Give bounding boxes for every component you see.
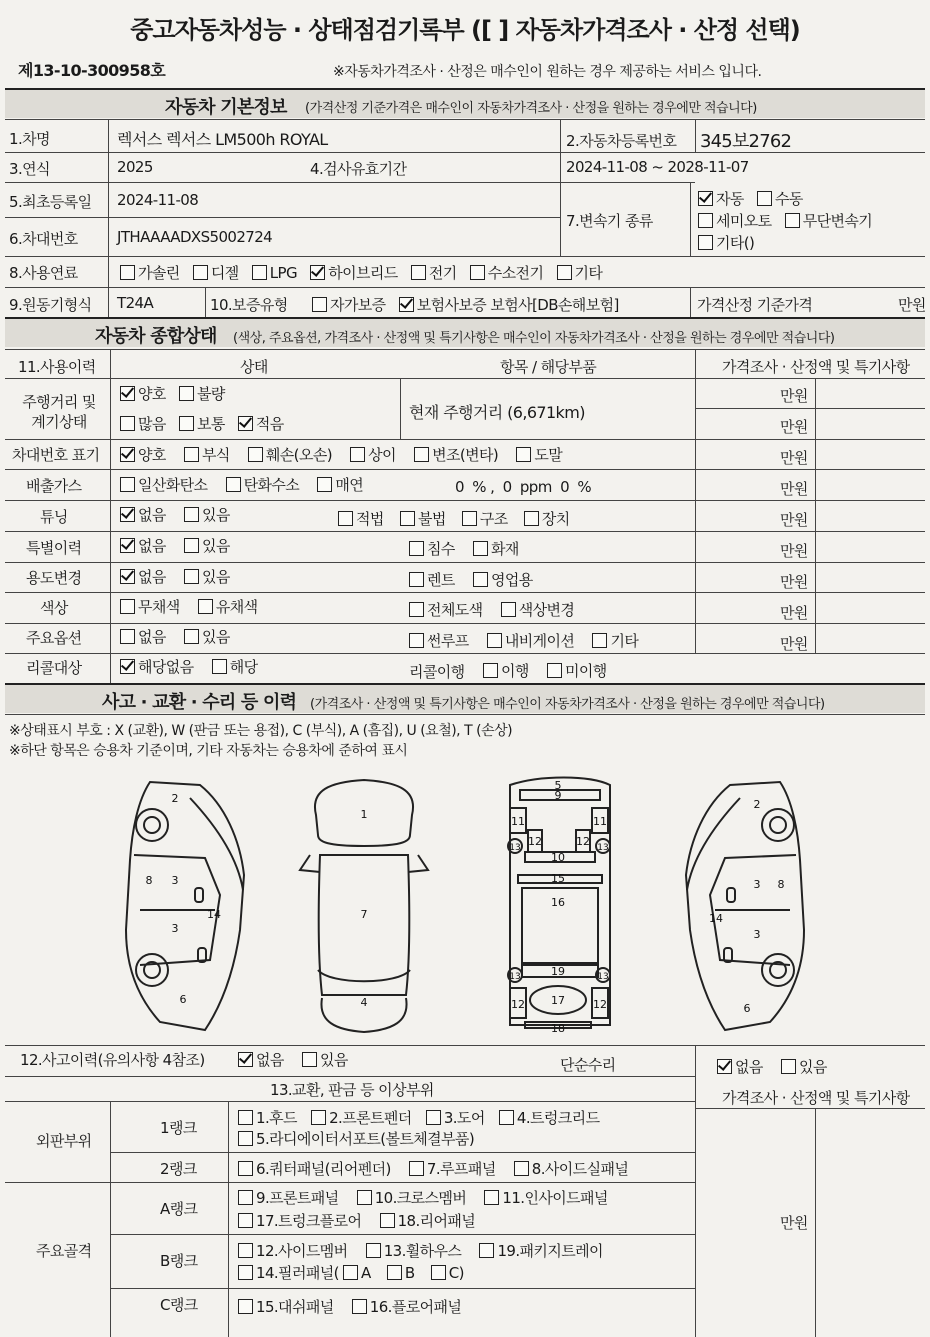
option-state <box>120 626 239 647</box>
rankB-row-2 <box>238 1262 473 1283</box>
checkbox-icon <box>120 629 135 644</box>
price-base-won: 만원 <box>898 296 926 314</box>
checkbox-icon <box>409 541 424 556</box>
checkbox-icon <box>387 1265 402 1280</box>
usage-items <box>409 569 542 590</box>
part-roof-panel[interactable]: 7.루프패널 <box>409 1158 496 1179</box>
accident-title: 사고 · 교환 · 수리 등 이력 <box>102 692 297 713</box>
vehicle-diagram <box>0 760 930 1045</box>
vin-mark-altered[interactable]: 변조(변타) <box>414 444 498 465</box>
diagram-label: 14 <box>207 908 221 921</box>
rank2-label: 2랭크 <box>160 1160 197 1178</box>
exchange-won: 만원 <box>780 1214 808 1232</box>
col-history: 11.사용이력 <box>18 358 96 376</box>
transmission-row-3 <box>698 232 763 253</box>
diagram-label: 11 <box>511 815 525 828</box>
checkbox-icon <box>179 386 194 401</box>
year-label: 3.연식 <box>9 160 50 178</box>
color-items <box>409 599 583 620</box>
part-rear-panel[interactable]: 18.리어패널 <box>380 1210 476 1231</box>
outer-panel-label: 외판부위 <box>36 1132 92 1150</box>
part-floor-panel[interactable]: 16.플로어패널 <box>352 1296 462 1317</box>
usage-exists[interactable]: 있음 <box>184 566 230 587</box>
diagram-label: 13 <box>597 843 609 853</box>
checkbox-icon <box>698 213 713 228</box>
part-door[interactable]: 3.도어 <box>426 1107 485 1128</box>
checkbox-icon <box>302 1052 317 1067</box>
checkbox-icon <box>400 511 415 526</box>
warranty-label: 10.보증유형 <box>210 296 288 314</box>
checkbox-icon <box>501 602 516 617</box>
usage-none[interactable]: 없음 <box>120 566 166 587</box>
mileage-state-2 <box>120 413 293 434</box>
transmission-manual[interactable]: 수동 <box>757 188 803 209</box>
color-change[interactable]: 색상변경 <box>501 599 575 620</box>
emission-co[interactable]: 일산화탄소 <box>120 474 207 495</box>
won-2: 만원 <box>780 418 808 436</box>
checkbox-icon <box>414 447 429 462</box>
diagram-label: 12 <box>576 835 590 848</box>
exchange-label: 13.교환, 판금 등 이상부위 <box>270 1081 434 1099</box>
col-item: 항목 / 해당부품 <box>500 358 597 376</box>
part-side-member[interactable]: 12.사이드멤버 <box>238 1240 348 1261</box>
checkbox-icon <box>431 1265 446 1280</box>
rankC-row-1 <box>238 1296 470 1317</box>
checkbox-icon <box>592 633 607 648</box>
fuel-label: 8.사용연료 <box>9 264 78 282</box>
checkbox-icon <box>238 1190 253 1205</box>
main-frame-label: 주요골격 <box>36 1242 92 1260</box>
vin-mark-label: 차대번호 표기 <box>12 446 100 464</box>
diagram-label: 3 <box>753 878 761 891</box>
diagram-label: 5 <box>554 779 562 792</box>
part-quarter-panel[interactable]: 6.쿼터패널(리어펜더) <box>238 1158 391 1179</box>
emission-smoke[interactable]: 매연 <box>317 474 363 495</box>
mileage-normal[interactable]: 보통 <box>179 413 225 434</box>
emission-label: 배출가스 <box>26 477 82 495</box>
special-state <box>120 535 239 556</box>
diagram-label: 15 <box>551 872 565 885</box>
overall-title: 자동차 종합상태 <box>95 326 217 347</box>
pillar-c[interactable]: C) <box>431 1264 464 1282</box>
checkbox-icon <box>462 511 477 526</box>
checkbox-icon <box>120 265 135 280</box>
checkbox-icon <box>547 663 562 678</box>
recall-applicable[interactable]: 해당 <box>212 656 258 677</box>
part-front-panel[interactable]: 9.프론트패널 <box>238 1187 339 1208</box>
diagram-label: 2 <box>753 798 761 811</box>
diagram-label: 12 <box>528 835 542 848</box>
checkbox-icon <box>484 1190 499 1205</box>
won-9: 만원 <box>780 635 808 653</box>
tuning-structure[interactable]: 구조 <box>462 508 508 529</box>
diagram-label: 7 <box>360 908 368 921</box>
special-label: 특별이력 <box>26 539 82 557</box>
checkbox-icon <box>557 265 572 280</box>
checkbox-icon <box>238 416 253 431</box>
checkbox-icon <box>317 477 332 492</box>
vin-mark-different[interactable]: 상이 <box>350 444 396 465</box>
diagram-label: 8 <box>145 874 153 887</box>
checkbox-icon <box>120 659 135 674</box>
checkbox-icon <box>238 1052 253 1067</box>
transmission-cvt[interactable]: 무단변속기 <box>785 210 872 231</box>
simple-repair-exists[interactable]: 있음 <box>781 1056 827 1077</box>
checkbox-icon <box>310 265 325 280</box>
diagram-label: 19 <box>551 965 565 978</box>
checkbox-icon <box>487 633 502 648</box>
diagram-label: 3 <box>753 928 761 941</box>
pillar-a[interactable]: A <box>343 1264 371 1282</box>
car-name-value: 렉서스 렉서스 LM500h ROYAL <box>117 130 328 149</box>
reg-no-label: 2.자동차등록번호 <box>566 132 677 150</box>
diagram-label: 3 <box>171 874 179 887</box>
part-hood[interactable]: 1.후드 <box>238 1107 297 1128</box>
diagram-label: 11 <box>593 815 607 828</box>
checkbox-icon <box>184 569 199 584</box>
accident-exists[interactable]: 있음 <box>302 1049 348 1070</box>
checkbox-icon <box>426 1110 441 1125</box>
checkbox-icon <box>409 572 424 587</box>
checkbox-icon <box>409 602 424 617</box>
checkbox-icon <box>524 511 539 526</box>
won-8: 만원 <box>780 604 808 622</box>
mileage-label: 주행거리 및 계기상태 <box>22 393 96 431</box>
rankA-label: A랭크 <box>160 1200 198 1218</box>
legend-note: ※하단 항목은 승용차 기준이며, 기타 자동차는 승용차에 준하여 표시 <box>9 743 408 759</box>
won-4: 만원 <box>780 480 808 498</box>
emission-values: 0 % , 0 ppm 0 % <box>455 478 592 496</box>
checkbox-icon <box>184 507 199 522</box>
fuel-options <box>120 262 611 283</box>
checkbox-icon <box>120 507 135 522</box>
overall-note: (색상, 주요옵션, 가격조사 · 산정액 및 특기사항은 매수인이 자동차가격조사 · 산정을 원하는 경우에만 적습니다) <box>233 331 835 346</box>
diagram-label: 1 <box>360 808 368 821</box>
checkbox-icon <box>499 1110 514 1125</box>
tuning-items <box>338 508 579 529</box>
checkbox-icon <box>120 447 135 462</box>
service-note: ※자동차가격조사 · 산정은 매수인이 원하는 경우 제공하는 서비스 입니다. <box>333 64 762 80</box>
mileage-good[interactable]: 양호 <box>120 383 166 404</box>
rankC-label: C랭크 <box>160 1296 198 1314</box>
rank1-label: 1랭크 <box>160 1119 197 1137</box>
rank2-row-1 <box>238 1158 637 1179</box>
fuel-hybrid[interactable]: 하이브리드 <box>310 262 397 283</box>
transmission-row-1 <box>698 188 812 209</box>
checkbox-icon <box>238 1265 253 1280</box>
usage-state <box>120 566 239 587</box>
vin-mark-options <box>120 444 571 465</box>
part-front-fender[interactable]: 2.프론트펜더 <box>311 1107 412 1128</box>
checkbox-icon <box>238 1213 253 1228</box>
side-view-right <box>686 782 804 1030</box>
checkbox-icon <box>238 1243 253 1258</box>
checkbox-icon <box>357 1190 372 1205</box>
diagram-label: 17 <box>551 994 565 1007</box>
option-exists[interactable]: 있음 <box>184 626 230 647</box>
tuning-legal[interactable]: 적법 <box>338 508 384 529</box>
checkbox-icon <box>226 477 241 492</box>
part-cross-member[interactable]: 10.크로스멤버 <box>357 1187 467 1208</box>
checkbox-icon <box>238 1161 253 1176</box>
rankB-row-1 <box>238 1240 612 1261</box>
rank1-row-1 <box>238 1107 608 1128</box>
checkbox-icon <box>311 1110 326 1125</box>
won-1: 만원 <box>780 387 808 405</box>
emission-hc[interactable]: 탄화수소 <box>226 474 300 495</box>
checkbox-icon <box>409 1161 424 1176</box>
checkbox-icon <box>514 1161 529 1176</box>
option-none[interactable]: 없음 <box>120 626 166 647</box>
legend-symbols: ※상태표시 부호 : X (교환), W (판금 또는 용접), C (부식), A (흠집), U (요철), T (손상) <box>9 723 513 739</box>
usage-business[interactable]: 영업용 <box>473 569 533 590</box>
checkbox-icon <box>366 1243 381 1258</box>
diagram-label: 13 <box>509 972 521 982</box>
checkbox-icon <box>483 663 498 678</box>
mileage-low[interactable]: 적음 <box>238 413 284 434</box>
warranty-options <box>312 294 628 315</box>
diagram-label: 12 <box>593 998 607 1011</box>
option-sunroof[interactable]: 썬루프 <box>409 630 469 651</box>
col-state: 상태 <box>240 358 268 376</box>
part-side-sill[interactable]: 8.사이드실패널 <box>514 1158 628 1179</box>
diagram-label: 2 <box>171 792 179 805</box>
checkbox-icon <box>757 191 772 206</box>
first-reg-value: 2024-11-08 <box>117 191 199 209</box>
car-name-label: 1.차명 <box>9 130 50 148</box>
color-chromatic[interactable]: 유채색 <box>198 596 258 617</box>
transmission-row-2 <box>698 210 881 231</box>
vin-mark-good[interactable]: 양호 <box>120 444 166 465</box>
special-flood[interactable]: 침수 <box>409 538 455 559</box>
recall-state <box>120 656 267 677</box>
checkbox-icon <box>198 599 213 614</box>
year-value: 2025 <box>117 158 153 176</box>
reg-no-value: 345보2762 <box>700 131 792 152</box>
transmission-semi[interactable]: 세미오토 <box>698 210 772 231</box>
diagram-label: 14 <box>709 912 723 925</box>
vin-label: 6.차대번호 <box>9 230 78 248</box>
checkbox-icon <box>380 1213 395 1228</box>
pillar-b[interactable]: B <box>387 1264 415 1282</box>
color-full-paint[interactable]: 전체도색 <box>409 599 483 620</box>
recall-done[interactable]: 이행 <box>483 660 529 681</box>
diagram-label: 8 <box>777 878 785 891</box>
checkbox-icon <box>717 1059 732 1074</box>
checkbox-icon <box>120 569 135 584</box>
rankB-label: B랭크 <box>160 1252 198 1270</box>
vin-mark-smeared[interactable]: 도말 <box>516 444 562 465</box>
warranty-insurance[interactable]: 보험사보증 보험사[DB손해보험] <box>399 294 619 315</box>
mileage-many[interactable]: 많음 <box>120 413 166 434</box>
col-price: 가격조사 · 산정액 및 특기사항 <box>722 358 910 376</box>
vin-mark-damaged[interactable]: 훼손(오손) <box>248 444 332 465</box>
mileage-value: 현재 주행거리 (6,671km) <box>409 403 585 422</box>
checkbox-icon <box>516 447 531 462</box>
diagram-label: 6 <box>179 993 187 1006</box>
rankA-row-2 <box>238 1210 484 1231</box>
fuel-gasoline[interactable]: 가솔린 <box>120 262 180 283</box>
checkbox-icon <box>343 1265 358 1280</box>
recall-done-label: 리콜이행 <box>409 663 465 681</box>
vin-mark-rust[interactable]: 부식 <box>184 444 230 465</box>
checkbox-icon <box>248 447 263 462</box>
checkbox-icon <box>212 659 227 674</box>
diagram-label: 3 <box>171 922 179 935</box>
vin-value: JTHAAAADXS5002724 <box>117 228 273 246</box>
accident-options <box>238 1049 357 1070</box>
checkbox-icon <box>238 1131 253 1146</box>
recall-label: 리콜대상 <box>26 659 82 677</box>
checkbox-icon <box>120 477 135 492</box>
basic-info-note: (가격산정 기준가격은 매수인이 자동차가격조사 · 산정을 원하는 경우에만 적습니다) <box>305 101 757 116</box>
emission-options <box>120 474 372 495</box>
special-none[interactable]: 없음 <box>120 535 166 556</box>
special-exists[interactable]: 있음 <box>184 535 230 556</box>
checkbox-icon <box>338 511 353 526</box>
recall-none[interactable]: 해당없음 <box>120 656 194 677</box>
won-3: 만원 <box>780 449 808 467</box>
mileage-state-1 <box>120 383 234 404</box>
option-other[interactable]: 기타 <box>592 630 638 651</box>
simple-repair-options <box>717 1056 836 1077</box>
won-7: 만원 <box>780 573 808 591</box>
option-navigation[interactable]: 내비게이션 <box>487 630 574 651</box>
part-trunk-lid[interactable]: 4.트렁크리드 <box>499 1107 600 1128</box>
checkbox-icon <box>238 1299 253 1314</box>
transmission-label: 7.변속기 종류 <box>566 212 653 230</box>
exchange-price-label: 가격조사 · 산정액 및 특기사항 <box>722 1089 910 1107</box>
checkbox-icon <box>120 386 135 401</box>
part-radiator-support[interactable]: 5.라디에이터서포트(볼트체결부품) <box>238 1128 474 1149</box>
engine-label: 9.원동기형식 <box>9 296 92 314</box>
checkbox-icon <box>352 1299 367 1314</box>
checkbox-icon <box>473 541 488 556</box>
rank1-row-2 <box>238 1128 483 1149</box>
first-reg-label: 5.최초등록일 <box>9 193 92 211</box>
diagram-label: 16 <box>551 896 565 909</box>
checkbox-icon <box>399 297 414 312</box>
checkbox-icon <box>473 572 488 587</box>
special-fire[interactable]: 화재 <box>473 538 519 559</box>
diagram-label: 6 <box>743 1002 751 1015</box>
mileage-bad[interactable]: 불량 <box>179 383 225 404</box>
checkbox-icon <box>184 447 199 462</box>
checkbox-icon <box>781 1059 796 1074</box>
tuning-none[interactable]: 없음 <box>120 504 166 525</box>
color-label: 색상 <box>40 599 68 617</box>
rankA-row-1 <box>238 1187 617 1208</box>
usage-label: 용도변경 <box>26 569 82 587</box>
accident-history-label: 12.사고이력(유의사항 4참조) <box>20 1051 205 1069</box>
part-inside-panel[interactable]: 11.인사이드패널 <box>484 1187 607 1208</box>
part-pillar-panel[interactable]: 14.필러패널( <box>238 1262 339 1283</box>
diagram-label: 10 <box>551 851 565 864</box>
fuel-other[interactable]: 기타 <box>557 262 603 283</box>
checkbox-icon <box>193 265 208 280</box>
diagram-label: 9 <box>554 789 562 802</box>
recall-items <box>483 660 616 681</box>
checkbox-icon <box>350 447 365 462</box>
diagram-label: 13 <box>597 972 609 982</box>
checkbox-icon <box>120 416 135 431</box>
accident-note: (가격조사 · 산정액 및 특기사항은 매수인이 자동차가격조사 · 산정을 원하는 경우에만 적습니다) <box>310 697 825 712</box>
basic-info-title: 자동차 기본정보 <box>165 97 287 118</box>
inspection-label: 4.검사유효기간 <box>310 160 407 178</box>
checkbox-icon <box>252 265 267 280</box>
checkbox-icon <box>785 213 800 228</box>
usage-rent[interactable]: 렌트 <box>409 569 455 590</box>
checkbox-icon <box>184 629 199 644</box>
tuning-illegal[interactable]: 불법 <box>400 508 446 529</box>
fuel-hydrogen[interactable]: 수소전기 <box>470 262 544 283</box>
option-items <box>409 630 647 651</box>
checkbox-icon <box>698 235 713 250</box>
document-title: 중고자동차성능 · 상태점검기록부 ([ ] 자동차가격조사 · 산정 선택) <box>130 16 800 44</box>
simple-repair-none[interactable]: 없음 <box>717 1056 763 1077</box>
transmission-other[interactable]: 기타() <box>698 232 754 253</box>
diagram-label: 18 <box>551 1022 565 1035</box>
engine-value: T24A <box>117 294 154 312</box>
tuning-device[interactable]: 장치 <box>524 508 570 529</box>
tuning-state <box>120 504 239 525</box>
diagram-label: 13 <box>509 843 521 853</box>
option-label: 주요옵션 <box>26 629 82 647</box>
inspection-value: 2024-11-08 ~ 2028-11-07 <box>566 158 749 176</box>
simple-repair-label: 단순수리 <box>560 1056 616 1074</box>
fuel-electric[interactable]: 전기 <box>411 262 457 283</box>
won-6: 만원 <box>780 542 808 560</box>
diagram-label: 4 <box>360 996 368 1009</box>
checkbox-icon <box>479 1243 494 1258</box>
tuning-label: 튜닝 <box>40 508 68 526</box>
part-trunk-floor[interactable]: 17.트렁크플로어 <box>238 1210 361 1231</box>
recall-not-done[interactable]: 미이행 <box>547 660 607 681</box>
special-items <box>409 538 528 559</box>
fuel-diesel[interactable]: 디젤 <box>193 262 239 283</box>
checkbox-icon <box>184 538 199 553</box>
tuning-exists[interactable]: 있음 <box>184 504 230 525</box>
fuel-lpg[interactable]: LPG <box>252 264 297 282</box>
part-dash-panel[interactable]: 15.대쉬패널 <box>238 1296 334 1317</box>
transmission-auto[interactable]: 자동 <box>698 188 744 209</box>
part-package-tray[interactable]: 19.패키지트레이 <box>479 1240 602 1261</box>
won-5: 만원 <box>780 511 808 529</box>
checkbox-icon <box>179 416 194 431</box>
checkbox-icon <box>120 599 135 614</box>
price-base-label: 가격산정 기준가격 <box>697 296 813 314</box>
warranty-self[interactable]: 자가보증 <box>312 294 386 315</box>
color-state <box>120 596 267 617</box>
doc-number: 제13-10-300958호 <box>18 61 166 80</box>
checkbox-icon <box>470 265 485 280</box>
accident-none[interactable]: 없음 <box>238 1049 284 1070</box>
checkbox-icon <box>120 538 135 553</box>
checkbox-icon <box>238 1110 253 1125</box>
checkbox-icon <box>698 191 713 206</box>
color-achromatic[interactable]: 무채색 <box>120 596 180 617</box>
diagram-label: 12 <box>511 998 525 1011</box>
checkbox-icon <box>411 265 426 280</box>
checkbox-icon <box>312 297 327 312</box>
checkbox-icon <box>409 633 424 648</box>
part-wheel-house[interactable]: 13.휠하우스 <box>366 1240 462 1261</box>
